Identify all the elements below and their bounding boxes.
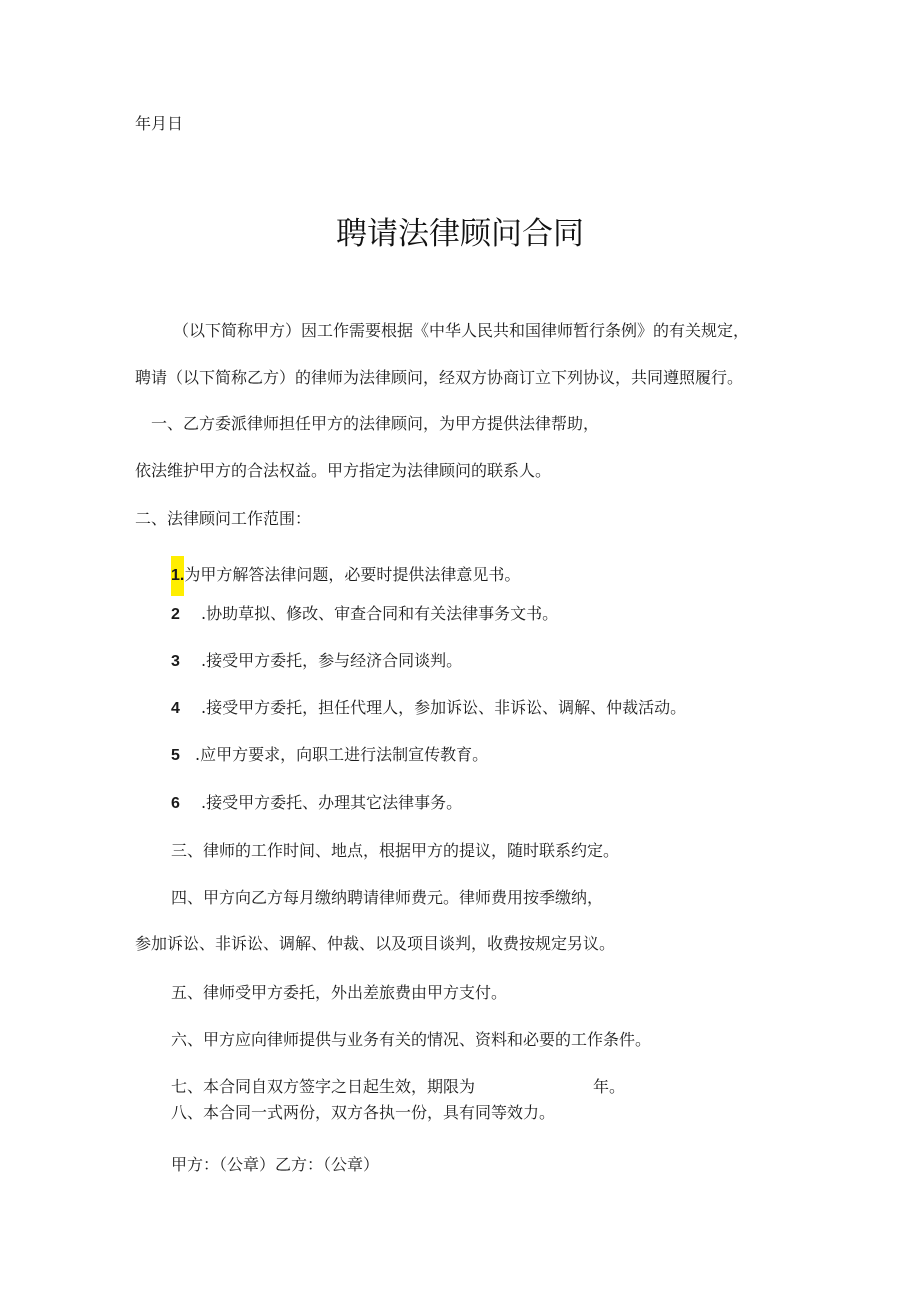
clause-8: 八、本合同一式两份，双方各执一份，具有同等效力。 (171, 1103, 556, 1122)
highlighted-item-number: 1. (171, 556, 184, 596)
list-item (171, 792, 462, 815)
intro-line-1: （以下简称甲方）因工作需要根据《中华人民共和国律师暂行条例》的有关规定， (173, 321, 750, 340)
clause-7-suffix: 年。 (593, 1077, 626, 1096)
clause-2-heading: 二、法律顾问工作范围： (135, 509, 312, 528)
clause-1-line-1: 一、乙方委派律师担任甲方的法律顾问，为甲方提供法律帮助， (151, 414, 600, 433)
clause-7-text: 七、本合同自双方签字之日起生效，期限为 (171, 1077, 476, 1096)
clause-7 (171, 1076, 625, 1098)
clause-4-line-1: 四、甲方向乙方每月缴纳聘请律师费元。律师费用按季缴纳， (171, 888, 604, 907)
list-item (171, 697, 686, 720)
list-item-text: .接受甲方委托、办理其它法律事务。 (201, 793, 463, 812)
item-number: 5 (171, 747, 180, 764)
list-item-text: .接受甲方委托，担任代理人，参加诉讼、非诉讼、调解、仲裁活动。 (201, 698, 687, 717)
list-item-text: .应甲方要求，向职工进行法制宣传教育。 (195, 745, 489, 764)
list-item (171, 744, 488, 767)
list-item (171, 556, 520, 596)
item-number: 3 (171, 653, 180, 670)
list-item (171, 603, 558, 626)
date-line: 年月日 (135, 114, 184, 133)
clause-1-line-2: 依法维护甲方的合法权益。甲方指定为法律顾问的联系人。 (135, 461, 552, 480)
clause-3: 三、律师的工作时间、地点，根据甲方的提议，随时联系约定。 (171, 841, 620, 860)
intro-line-2: 聘请（以下简称乙方）的律师为法律顾问，经双方协商订立下列协议，共同遵照履行。 (135, 368, 744, 387)
clause-5: 五、律师受甲方委托，外出差旅费由甲方支付。 (171, 983, 508, 1002)
item-number: 2 (171, 606, 180, 623)
clause-6: 六、甲方应向律师提供与业务有关的情况、资料和必要的工作条件。 (171, 1030, 652, 1049)
item-number: 6 (171, 795, 180, 812)
page-title: 聘请法律顾问合同 (336, 216, 584, 252)
list-item-text: 为甲方解答法律问题，必要时提供法律意见书。 (184, 565, 521, 584)
item-number: 4 (171, 700, 180, 717)
clause-4-line-2: 参加诉讼、非诉讼、调解、仲裁、以及项目谈判，收费按规定另议。 (135, 934, 616, 953)
list-item (171, 650, 462, 673)
signature-line: 甲方：（公章）乙方：（公章） (171, 1155, 380, 1174)
list-item-text: .协助草拟、修改、审查合同和有关法律事务文书。 (201, 604, 559, 623)
list-item-text: .接受甲方委托，参与经济合同谈判。 (201, 651, 463, 670)
